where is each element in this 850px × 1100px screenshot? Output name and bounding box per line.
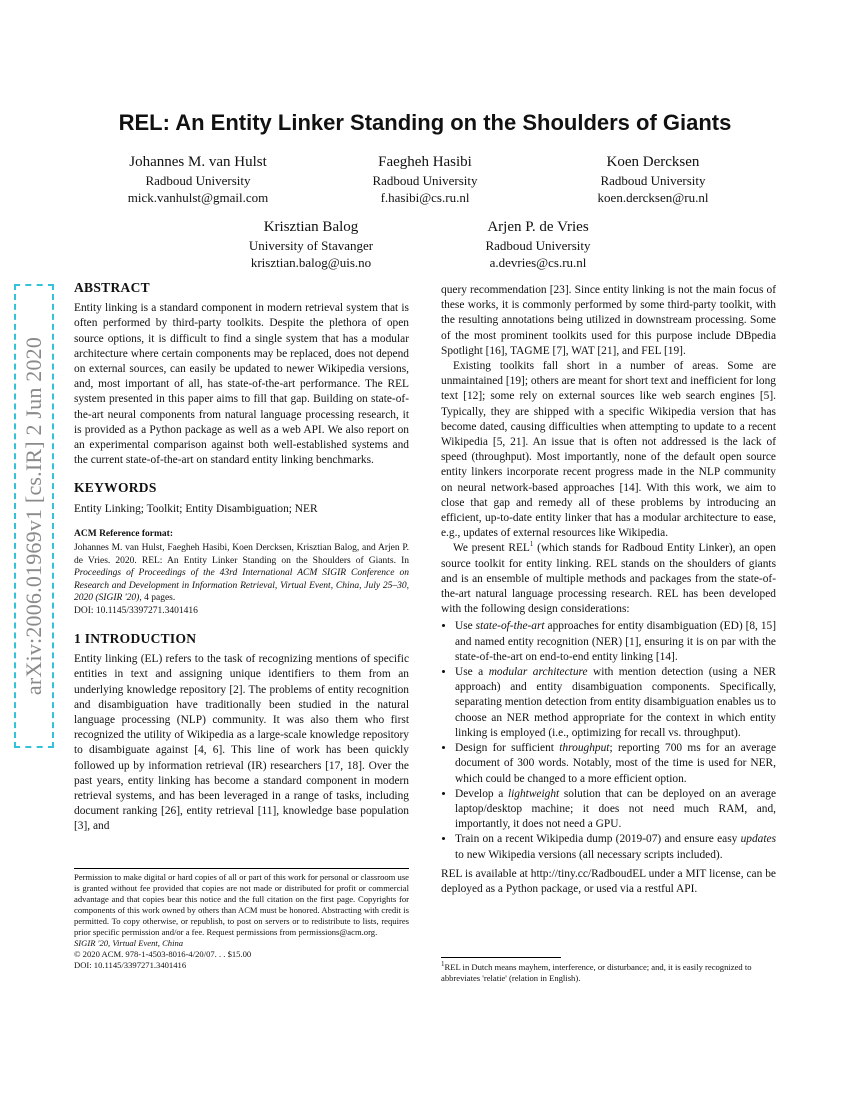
design-list: [441, 619, 776, 862]
acm-reference-doi: DOI: 10.1145/3397271.3401416: [74, 605, 198, 616]
permission-doi: DOI: 10.1145/3397271.3401416: [74, 960, 187, 970]
permission-copyright: © 2020 ACM. 978-1-4503-8016-4/20/07. . . $15.00: [74, 949, 252, 959]
footnote-text: REL in Dutch means mayhem, interference, or disturbance; and, it is easily recognized to abbreviates 'relatie' (relation in English).: [441, 962, 752, 983]
author-email: krisztian.balog@uis.no: [250, 255, 372, 270]
author-block: [191, 219, 431, 271]
abstract-text: Entity linking is a standard component in modern retrieval system that is often performed by third-party toolkits. Despite the plethora of open source options, it is difficult to find a single system that has a modular architecture where certain components may be replaced, does not depend on external sources, can easily be updated to newer Wikipedia versions, and, most important of all, has state-of-the-art performance. The REL system presented in this paper aims to fill that gap. Building on state-of-the-art neural components from natural language processing research, it is provided as a Python package as well as a web API. We also report on an experimental comparison against both well-established systems and the current state-of-the-art on standard entity linking benchmarks.: [74, 302, 409, 467]
author-email: a.devries@cs.ru.nl: [489, 255, 587, 270]
author-block: [78, 154, 318, 206]
body-text: (which stands for Radboud Entity Linker), an open source toolkit for entity linking. REL stands on the shoulders of giants and is an ensemble of multiple methods and packages from the state-of-the-art natural language processing research. REL has been developed with the following design considerations:: [441, 542, 776, 616]
body-paragraph: [441, 541, 776, 617]
abstract-heading: ABSTRACT: [74, 280, 150, 295]
author-affiliation: Radboud University: [485, 238, 591, 253]
author-name: Krisztian Balog: [263, 219, 359, 235]
list-item: • Train on a recent Wikipedia dump (2019-07) and ensure easy updates to new Wikipedia versions (all necessary scripts included).: [455, 832, 776, 862]
left-column: [74, 280, 409, 835]
right-column: [441, 283, 776, 897]
author-affiliation: University of Stavanger: [248, 238, 374, 253]
author-email: koen.dercksen@ru.nl: [597, 190, 709, 205]
list-item: • Design for sufficient throughput; reporting 700 ms for an average document of 300 words. Notably, most of the time is used for NER, which could be changed to a more efficient option.: [455, 741, 776, 787]
intro-text: Entity linking (EL) refers to the task of recognizing mentions of specific entities in text and assigning unique identifiers to them from an underlying knowledge repository [2]. The problems of entity recognition and disambiguation have traditionally been studied in the natural language processing (NLP) community. It was also them who first recognized the utility of Wikipedia as a large-scale knowledge repository to disambiguate against [4, 6]. This line of work has been quickly followed up by information retrieval (IR) researchers [17, 18]. Over the past years, entity linking has become a standard component in modern retrieval systems, and has been leveraged in a range of tasks, including document ranking [26], entity retrieval [11], knowledge base population [3], and: [74, 653, 409, 833]
author-block: [305, 154, 545, 206]
keywords-text: Entity Linking; Toolkit; Entity Disambiguation; NER: [74, 502, 318, 515]
acm-reference-pages: 4 pages.: [141, 593, 176, 604]
permission-text: Permission to make digital or hard copies of all or part of this work for personal or classroom use is granted without fee provided that copies are not made or distributed for profit or commercial advantage and that copies bear this notice and the full citation on the first page. Copyrights for components of this work owned by others than ACM must be honored. Abstracting with credit is permitted. To copy otherwise, or republish, to post on servers or to redistribute to lists, requires prior specific permission and/or a fee. Request permissions from permissions@acm.org.: [74, 872, 409, 937]
arxiv-stamp-text: arXiv:2006.01969v1 [cs.IR] 2 Jun 2020: [21, 336, 46, 696]
acm-reference-heading: ACM Reference format:: [74, 528, 173, 539]
list-item: • Use state-of-the-art approaches for entity disambiguation (ED) [8, 15] and named entity recognition (NER) [1], ensuring it is on par with the state-of-the-art on end-to-end entity linking [14].: [455, 619, 776, 665]
body-paragraph: REL is available at http://tiny.cc/RadboudEL under a MIT license, can be deployed as a Python package, or used via a restful API.: [441, 867, 776, 895]
footnote-marker: 1: [529, 540, 534, 549]
keywords-heading: KEYWORDS: [74, 480, 157, 496]
author-block: [533, 154, 773, 206]
author-name: Koen Dercksen: [606, 154, 700, 170]
footnote: [441, 962, 776, 984]
author-block: [418, 219, 658, 271]
acm-reference-authors: Johannes M. van Hulst, Faegheh Hasibi, Koen Dercksen, Krisztian Balog, and Arjen P. de Vries. 2020. REL: An Entity Linker Standing on the Shoulders of Giants. In: [74, 543, 409, 566]
author-name: Johannes M. van Hulst: [129, 154, 267, 170]
paper-title: REL: An Entity Linker Standing on the Shoulders of Giants: [118, 110, 732, 135]
footnote-marker: 1: [441, 960, 445, 969]
intro-heading: 1 INTRODUCTION: [74, 631, 197, 647]
author-name: Arjen P. de Vries: [487, 219, 589, 235]
arxiv-stamp: [14, 284, 54, 748]
acm-reference-venue: Proceedings of Proceedings of the 43rd International ACM SIGIR Conference on Research and Development in Information Retrieval, Virtual Event, China, July 25–30, 2020 (SIGIR '20),: [74, 568, 409, 604]
list-item: • Develop a lightweight solution that can be deployed on an average laptop/desktop machine; it does not need much RAM, and, importantly, it does not need a GPU.: [455, 787, 776, 833]
permission-venue: SIGIR '20, Virtual Event, China: [74, 938, 184, 948]
author-affiliation: Radboud University: [145, 173, 251, 188]
author-affiliation: Radboud University: [372, 173, 478, 188]
footnote-rule: [74, 868, 409, 869]
list-item: • Use a modular architecture with mention detection (using a NER approach) and entity disambiguation components. Specifically, separating mention detection from entity disambiguation enables us to choose an NER method appropriate for the context in which entity linking is employed (i.e., optimizing for recall vs. throughput).: [455, 665, 776, 741]
author-affiliation: Radboud University: [600, 173, 706, 188]
author-name: Faegheh Hasibi: [378, 154, 472, 170]
author-email: f.hasibi@cs.ru.nl: [380, 190, 470, 205]
body-text: We present REL: [453, 542, 530, 555]
acm-reference: [74, 542, 409, 605]
author-email: mick.vanhulst@gmail.com: [127, 190, 269, 205]
body-paragraph: Existing toolkits fall short in a number of areas. Some are unmaintained [19]; others are meant for short text and inefficient for long text [12]; some rely on external sources like web search engines [5]. Typically, they are shipped with a specific Wikipedia version that has become dated, causing difficulties when attempting to update to a recent Wikipedia [5, 21]. An issue that is often not addressed is the lack of speed (throughput). Most importantly, none of the default open source entity linkers incorporate recent progress made in the NLP community on neural network-based approaches [14]. With this work, we aim to close that gap and remedy all of these problems by introducing an efficient, up-to-date entity linker that has a modular architecture to ease, e.g., updates of external resources like Wikipedia.: [441, 360, 776, 540]
permission-block: [74, 872, 409, 971]
body-paragraph: query recommendation [23]. Since entity linking is not the main focus of these works, it is commonly performed by some third-party toolkit, with the resulting annotations being utilized in downstream processing. Some of the most prominent toolkits used for this purpose include DBpedia Spotlight [16], TAGME [7], WAT [21], and FEL [19].: [441, 284, 776, 357]
footnote-rule: [441, 957, 561, 958]
